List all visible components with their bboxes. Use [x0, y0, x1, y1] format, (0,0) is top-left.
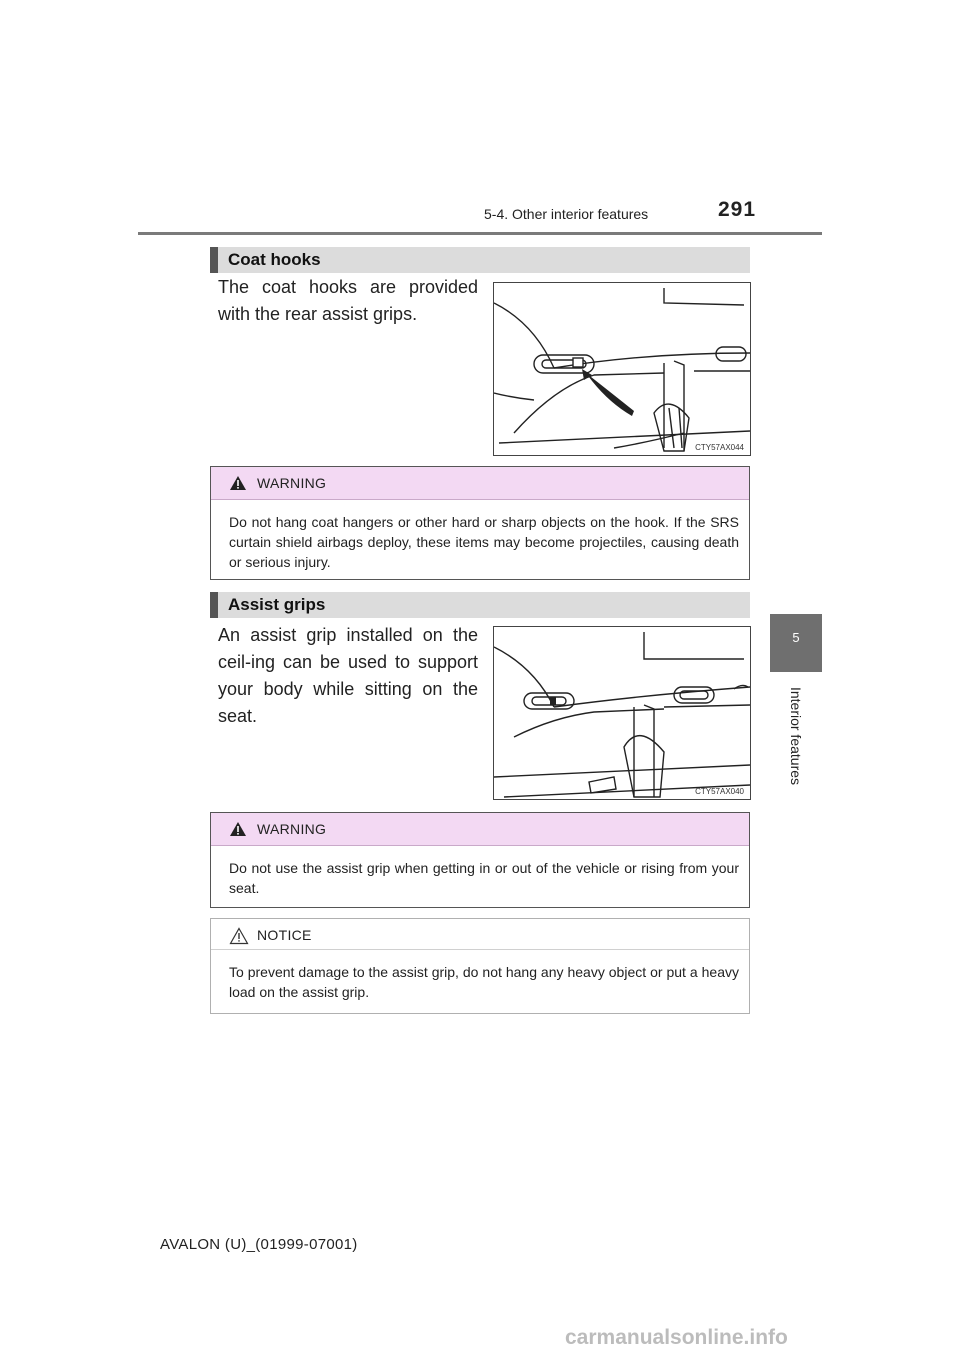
warning-triangle-icon [229, 475, 247, 491]
assist-grip-illustration [493, 626, 751, 800]
footer-model-code: AVALON (U)_(01999-07001) [160, 1236, 358, 1253]
chapter-title: Interior features [788, 686, 804, 786]
notice-box [210, 918, 750, 1014]
section-title-coat-hooks: Coat hooks [210, 247, 750, 273]
warning-box-coat-hooks [210, 466, 750, 580]
warning-triangle-icon [229, 821, 247, 837]
warning-header [211, 467, 749, 500]
notice-text: To prevent damage to the assist grip, do not hang any heavy object or put a heavy load on the assist grip. [229, 964, 739, 1000]
coat-hook-drawing [494, 283, 750, 455]
warning-header [211, 813, 749, 846]
warning-label: WARNING [257, 821, 327, 837]
assist-grips-description: An assist grip installed on the ceil-ing can be used to support your body while sitting on the seat. [218, 625, 478, 726]
section-title-assist-grips: Assist grips [210, 592, 750, 618]
figure-code: CTY57AX044 [695, 443, 744, 452]
coat-hook-illustration [493, 282, 751, 456]
warning-label: WARNING [257, 475, 327, 491]
figure-code: CTY57AX040 [695, 787, 744, 796]
chapter-title-vertical [770, 680, 822, 792]
assist-grip-drawing [494, 627, 750, 799]
notice-label: NOTICE [257, 927, 312, 943]
header-section-title: 5-4. Other interior features [484, 206, 649, 222]
warning-text: Do not hang coat hangers or other hard or sharp objects on the hook. If the SRS curtain shield airbags deploy, these items may become projectiles, causing death or serious injury. [229, 514, 739, 570]
warning-box-assist-grips [210, 812, 750, 908]
notice-header [211, 919, 749, 950]
chapter-number: 5 [792, 630, 800, 645]
watermark: carmanualsonline.info [565, 1326, 788, 1349]
caution-triangle-icon [229, 927, 249, 945]
coat-hooks-description: The coat hooks are provided with the rear assist grips. [218, 277, 478, 324]
warning-text: Do not use the assist grip when getting in or out of the vehicle or rising from your seat. [229, 860, 739, 896]
page-number: 291 [718, 198, 757, 221]
header-divider [138, 232, 822, 235]
